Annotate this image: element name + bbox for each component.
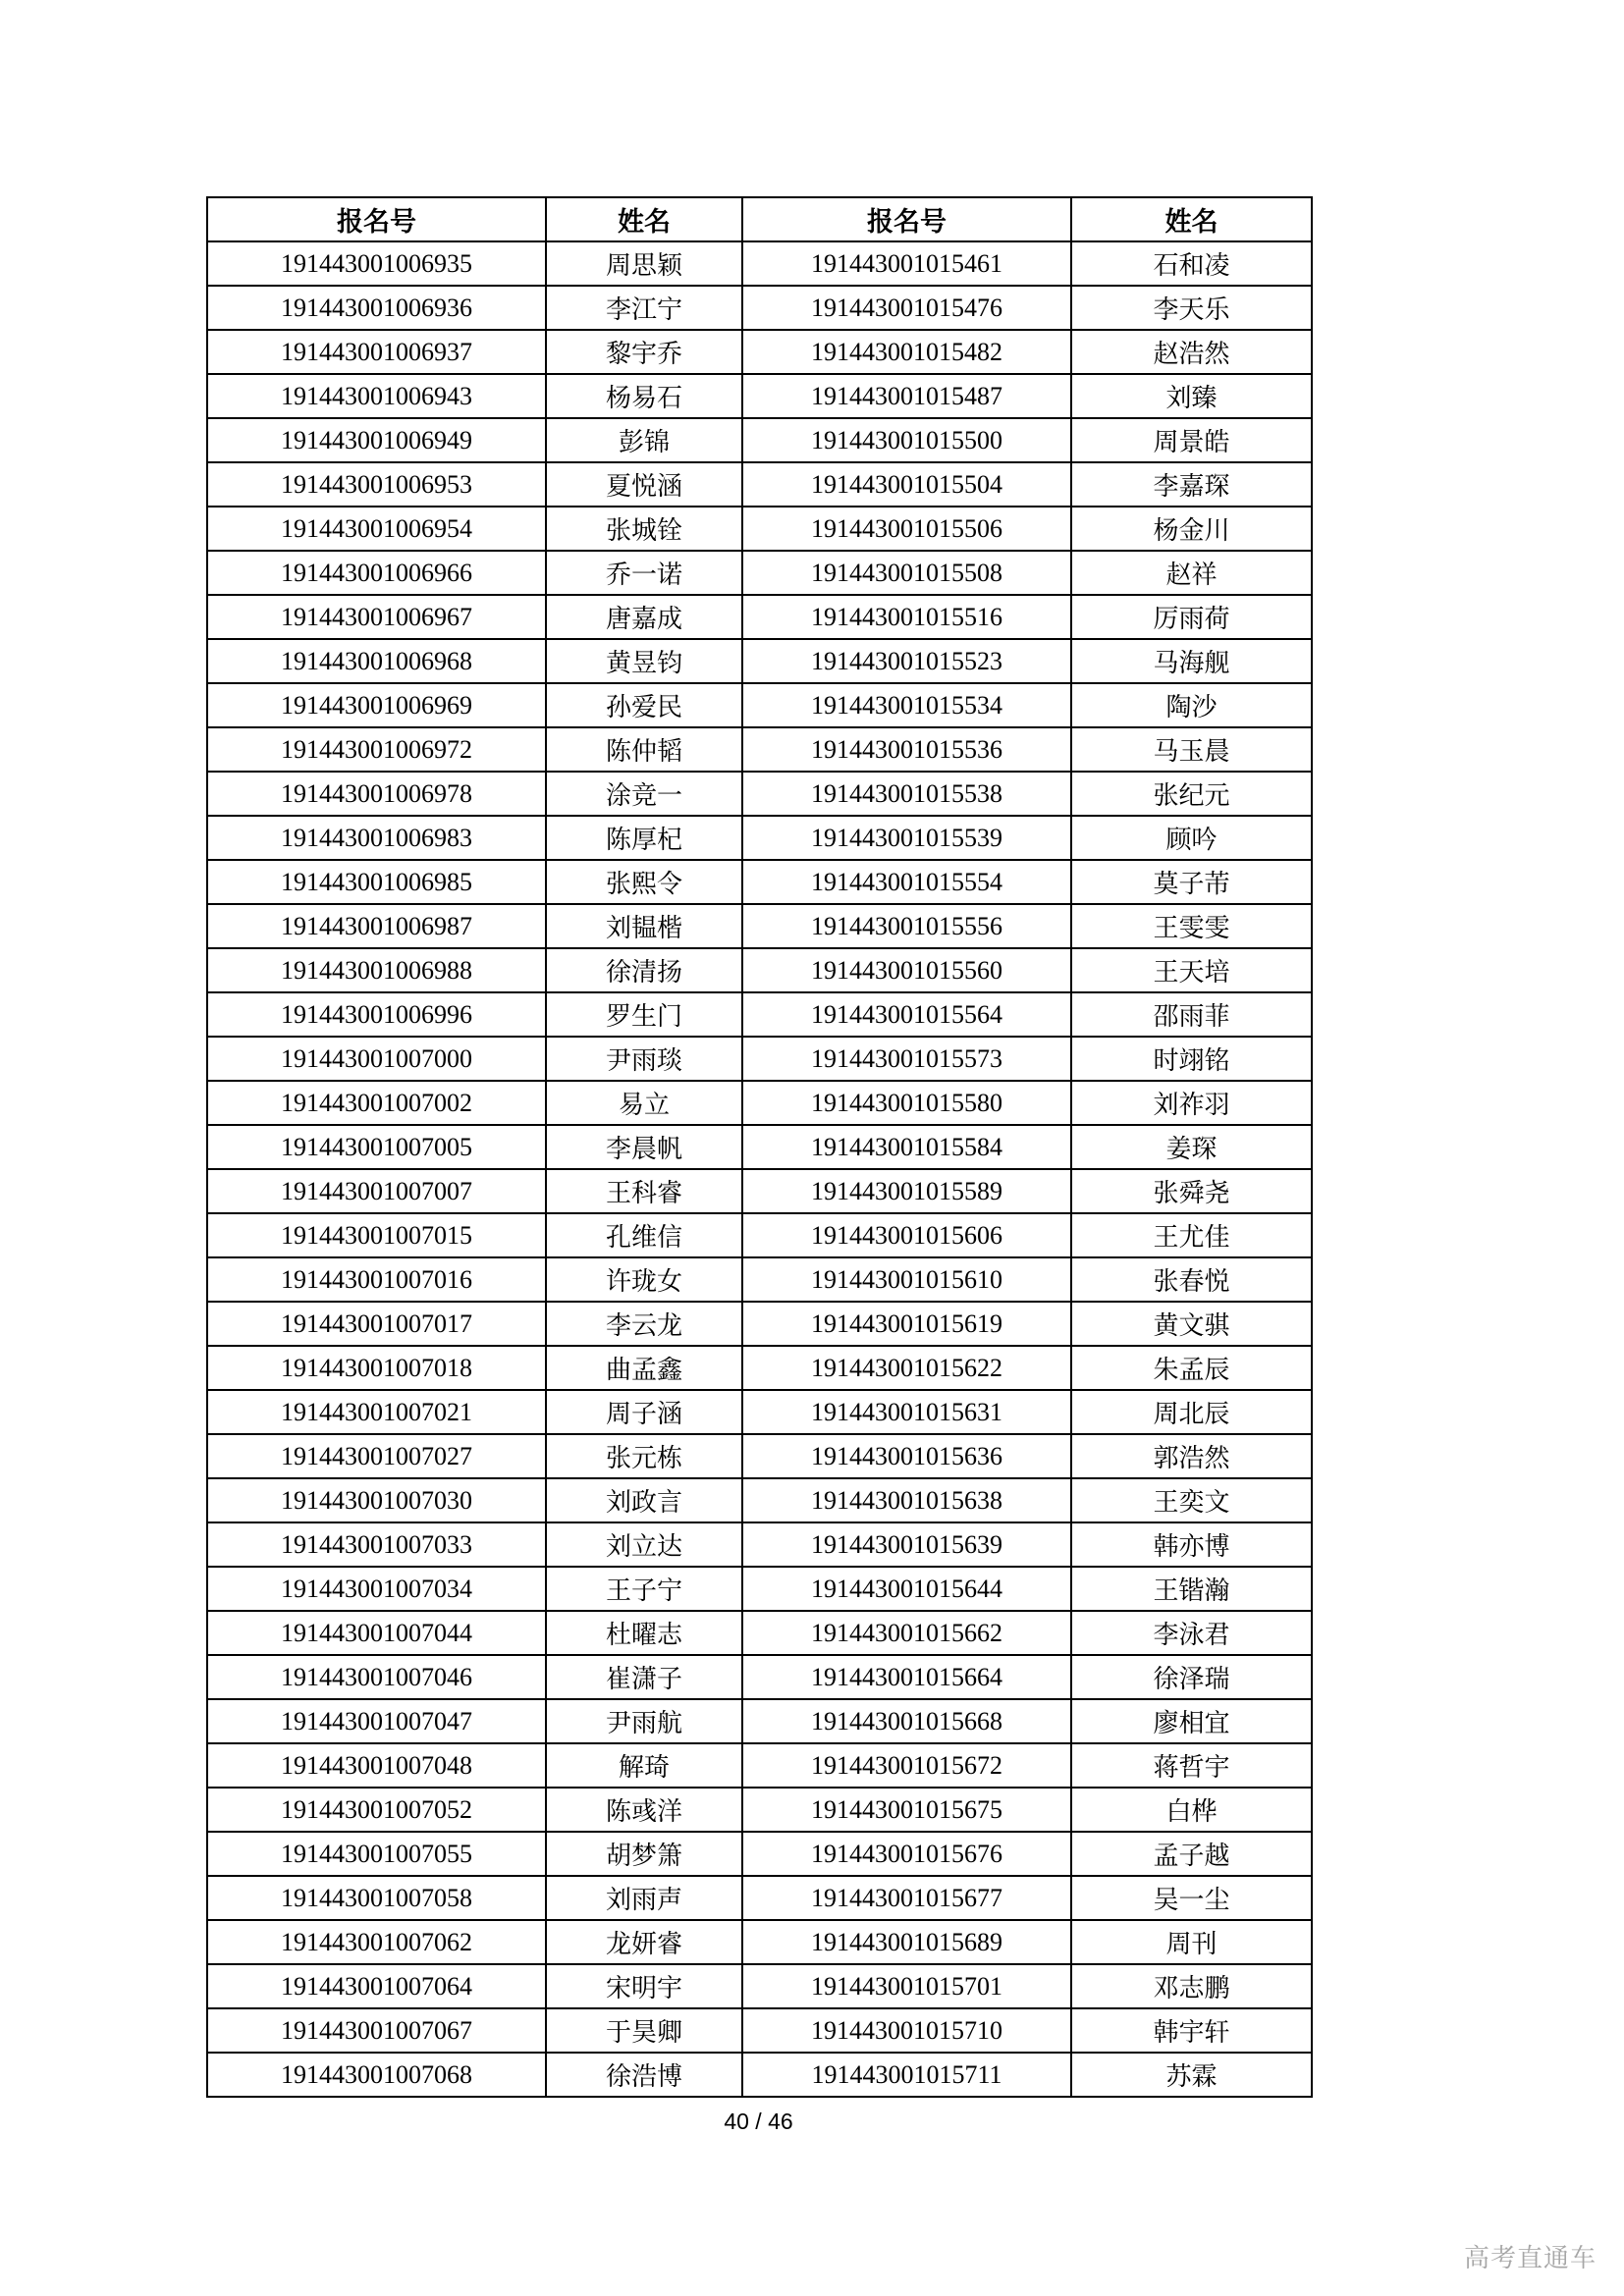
reg-number-cell: 191443001015539 [742, 816, 1071, 860]
reg-number-cell: 191443001007034 [207, 1567, 546, 1611]
name-cell: 张纪元 [1071, 772, 1312, 816]
name-cell: 张元栋 [546, 1434, 742, 1478]
name-cell: 徐清扬 [546, 948, 742, 992]
table-row [207, 1876, 1312, 1920]
reg-number-cell: 191443001006996 [207, 992, 546, 1037]
name-cell: 黄文骐 [1071, 1302, 1312, 1346]
name-cell: 吴一尘 [1071, 1876, 1312, 1920]
reg-number-cell: 191443001007002 [207, 1081, 546, 1125]
name-cell: 乔一诺 [546, 551, 742, 595]
table-row [207, 683, 1312, 727]
name-cell: 刘政言 [546, 1478, 742, 1522]
header-name-left: 姓名 [546, 197, 742, 241]
reg-number-cell: 191443001015672 [742, 1743, 1071, 1788]
reg-number-cell: 191443001006949 [207, 418, 546, 462]
reg-number-cell: 191443001015638 [742, 1478, 1071, 1522]
table-row [207, 1478, 1312, 1522]
reg-number-cell: 191443001007005 [207, 1125, 546, 1169]
name-cell: 李云龙 [546, 1302, 742, 1346]
table-row [207, 992, 1312, 1037]
table-row [207, 1522, 1312, 1567]
table-row [207, 1611, 1312, 1655]
reg-number-cell: 191443001006954 [207, 507, 546, 551]
reg-number-cell: 191443001015710 [742, 2008, 1071, 2053]
name-cell: 崔潇子 [546, 1655, 742, 1699]
name-cell: 尹雨琰 [546, 1037, 742, 1081]
page-number: 40 / 46 [724, 2109, 793, 2134]
table-row [207, 418, 1312, 462]
table-row [207, 1169, 1312, 1213]
name-cell: 王科睿 [546, 1169, 742, 1213]
table-row [207, 507, 1312, 551]
table-row [207, 1037, 1312, 1081]
name-cell: 胡梦箫 [546, 1832, 742, 1876]
reg-number-cell: 191443001007044 [207, 1611, 546, 1655]
name-cell: 时翊铭 [1071, 1037, 1312, 1081]
name-cell: 刘臻 [1071, 374, 1312, 418]
name-cell: 廖相宜 [1071, 1699, 1312, 1743]
name-cell: 白桦 [1071, 1788, 1312, 1832]
table-row [207, 1434, 1312, 1478]
name-cell: 邵雨菲 [1071, 992, 1312, 1037]
reg-number-cell: 191443001007033 [207, 1522, 546, 1567]
name-cell: 解琦 [546, 1743, 742, 1788]
reg-number-cell: 191443001015516 [742, 595, 1071, 639]
name-cell: 于昊卿 [546, 2008, 742, 2053]
table-row [207, 860, 1312, 904]
reg-number-cell: 191443001015619 [742, 1302, 1071, 1346]
name-cell: 邓志鹏 [1071, 1964, 1312, 2008]
header-row [207, 197, 1312, 241]
reg-number-cell: 191443001006943 [207, 374, 546, 418]
reg-number-cell: 191443001007015 [207, 1213, 546, 1257]
reg-number-cell: 191443001007018 [207, 1346, 546, 1390]
name-cell: 彭锦 [546, 418, 742, 462]
table-row [207, 1655, 1312, 1699]
name-cell: 周北辰 [1071, 1390, 1312, 1434]
name-cell: 易立 [546, 1081, 742, 1125]
reg-number-cell: 191443001015631 [742, 1390, 1071, 1434]
reg-number-cell: 191443001006953 [207, 462, 546, 507]
table-row [207, 595, 1312, 639]
name-cell: 周思颖 [546, 241, 742, 286]
reg-number-cell: 191443001015677 [742, 1876, 1071, 1920]
reg-number-cell: 191443001015560 [742, 948, 1071, 992]
name-cell: 朱孟辰 [1071, 1346, 1312, 1390]
name-cell: 韩宇轩 [1071, 2008, 1312, 2053]
name-cell: 韩亦博 [1071, 1522, 1312, 1567]
name-cell: 莫子芾 [1071, 860, 1312, 904]
name-cell: 厉雨荷 [1071, 595, 1312, 639]
name-cell: 罗生门 [546, 992, 742, 1037]
reg-number-cell: 191443001015662 [742, 1611, 1071, 1655]
reg-number-cell: 191443001015606 [742, 1213, 1071, 1257]
name-cell: 李晨帆 [546, 1125, 742, 1169]
reg-number-cell: 191443001015506 [742, 507, 1071, 551]
table-row [207, 330, 1312, 374]
reg-number-cell: 191443001015636 [742, 1434, 1071, 1478]
name-cell: 王天培 [1071, 948, 1312, 992]
header-name-right: 姓名 [1071, 197, 1312, 241]
reg-number-cell: 191443001015554 [742, 860, 1071, 904]
name-cell: 孟子越 [1071, 1832, 1312, 1876]
table-row [207, 772, 1312, 816]
header-reg-number-left: 报名号 [207, 197, 546, 241]
name-cell: 姜琛 [1071, 1125, 1312, 1169]
reg-number-cell: 191443001015584 [742, 1125, 1071, 1169]
name-cell: 徐泽瑞 [1071, 1655, 1312, 1699]
reg-number-cell: 191443001006969 [207, 683, 546, 727]
table-row [207, 1125, 1312, 1169]
reg-number-cell: 191443001007021 [207, 1390, 546, 1434]
name-cell: 夏悦涵 [546, 462, 742, 507]
name-cell: 徐浩博 [546, 2053, 742, 2097]
reg-number-cell: 191443001007027 [207, 1434, 546, 1478]
name-cell: 张城铨 [546, 507, 742, 551]
name-cell: 刘雨声 [546, 1876, 742, 1920]
table-body [207, 241, 1312, 2097]
reg-number-cell: 191443001015689 [742, 1920, 1071, 1964]
reg-number-cell: 191443001006967 [207, 595, 546, 639]
table-row [207, 1964, 1312, 2008]
table-row [207, 1346, 1312, 1390]
reg-number-cell: 191443001007007 [207, 1169, 546, 1213]
watermark-text: 高考直通车 [1463, 2243, 1597, 2272]
reg-number-cell: 191443001007017 [207, 1302, 546, 1346]
reg-number-cell: 191443001007048 [207, 1743, 546, 1788]
reg-number-cell: 191443001007062 [207, 1920, 546, 1964]
table-row [207, 1302, 1312, 1346]
name-cell: 孙爱民 [546, 683, 742, 727]
reg-number-cell: 191443001006988 [207, 948, 546, 992]
reg-number-cell: 191443001015523 [742, 639, 1071, 683]
reg-number-cell: 191443001007052 [207, 1788, 546, 1832]
reg-number-cell: 191443001007055 [207, 1832, 546, 1876]
name-cell: 陈仲韬 [546, 727, 742, 772]
table-row [207, 1920, 1312, 1964]
name-cell: 杨金川 [1071, 507, 1312, 551]
table-row [207, 727, 1312, 772]
table-row [207, 374, 1312, 418]
reg-number-cell: 191443001015534 [742, 683, 1071, 727]
table-row [207, 1743, 1312, 1788]
reg-number-cell: 191443001007067 [207, 2008, 546, 2053]
table-row [207, 1832, 1312, 1876]
table-row [207, 948, 1312, 992]
reg-number-cell: 191443001007030 [207, 1478, 546, 1522]
reg-number-cell: 191443001015580 [742, 1081, 1071, 1125]
name-cell: 王尤佳 [1071, 1213, 1312, 1257]
reg-number-cell: 191443001015461 [742, 241, 1071, 286]
name-cell: 孔维信 [546, 1213, 742, 1257]
reg-number-cell: 191443001015564 [742, 992, 1071, 1037]
reg-number-cell: 191443001015664 [742, 1655, 1071, 1699]
name-cell: 周子涵 [546, 1390, 742, 1434]
reg-number-cell: 191443001015504 [742, 462, 1071, 507]
name-cell: 赵祥 [1071, 551, 1312, 595]
name-cell: 刘立达 [546, 1522, 742, 1567]
name-cell: 顾吟 [1071, 816, 1312, 860]
table-row [207, 1788, 1312, 1832]
name-cell: 许珑女 [546, 1257, 742, 1302]
header-reg-number-right: 报名号 [742, 197, 1071, 241]
reg-number-cell: 191443001007046 [207, 1655, 546, 1699]
table-row [207, 551, 1312, 595]
name-cell: 王锴瀚 [1071, 1567, 1312, 1611]
name-cell: 黎宇乔 [546, 330, 742, 374]
table-row [207, 816, 1312, 860]
reg-number-cell: 191443001015573 [742, 1037, 1071, 1081]
name-cell: 宋明宇 [546, 1964, 742, 2008]
name-cell: 李天乐 [1071, 286, 1312, 330]
name-cell: 刘祚羽 [1071, 1081, 1312, 1125]
reg-number-cell: 191443001015536 [742, 727, 1071, 772]
reg-number-cell: 191443001006987 [207, 904, 546, 948]
reg-number-cell: 191443001015556 [742, 904, 1071, 948]
reg-number-cell: 191443001007000 [207, 1037, 546, 1081]
name-cell: 唐嘉成 [546, 595, 742, 639]
name-cell: 石和凌 [1071, 241, 1312, 286]
reg-number-cell: 191443001015476 [742, 286, 1071, 330]
name-cell: 马海舰 [1071, 639, 1312, 683]
table-row [207, 1567, 1312, 1611]
table-row [207, 639, 1312, 683]
reg-number-cell: 191443001006935 [207, 241, 546, 286]
name-cell: 王雯雯 [1071, 904, 1312, 948]
name-cell: 王奕文 [1071, 1478, 1312, 1522]
table-row [207, 2053, 1312, 2097]
name-cell: 张春悦 [1071, 1257, 1312, 1302]
reg-number-cell: 191443001006983 [207, 816, 546, 860]
reg-number-cell: 191443001006937 [207, 330, 546, 374]
reg-number-cell: 191443001015644 [742, 1567, 1071, 1611]
name-cell: 苏霖 [1071, 2053, 1312, 2097]
name-cell: 刘韫楷 [546, 904, 742, 948]
reg-number-cell: 191443001007058 [207, 1876, 546, 1920]
reg-number-cell: 191443001006966 [207, 551, 546, 595]
name-cell: 曲孟鑫 [546, 1346, 742, 1390]
reg-number-cell: 191443001015589 [742, 1169, 1071, 1213]
reg-number-cell: 191443001015487 [742, 374, 1071, 418]
name-cell: 马玉晨 [1071, 727, 1312, 772]
name-cell: 王子宁 [546, 1567, 742, 1611]
name-cell: 赵浩然 [1071, 330, 1312, 374]
table-row [207, 2008, 1312, 2053]
reg-number-cell: 191443001015639 [742, 1522, 1071, 1567]
name-cell: 李泳君 [1071, 1611, 1312, 1655]
reg-number-cell: 191443001015676 [742, 1832, 1071, 1876]
name-cell: 蒋哲宇 [1071, 1743, 1312, 1788]
reg-number-cell: 191443001006968 [207, 639, 546, 683]
reg-number-cell: 191443001015610 [742, 1257, 1071, 1302]
reg-number-cell: 191443001015482 [742, 330, 1071, 374]
name-cell: 郭浩然 [1071, 1434, 1312, 1478]
reg-number-cell: 191443001015538 [742, 772, 1071, 816]
table-row [207, 286, 1312, 330]
reg-number-cell: 191443001007016 [207, 1257, 546, 1302]
name-cell: 杨易石 [546, 374, 742, 418]
reg-number-cell: 191443001015508 [742, 551, 1071, 595]
reg-number-cell: 191443001006972 [207, 727, 546, 772]
reg-number-cell: 191443001006985 [207, 860, 546, 904]
name-cell: 陈彧洋 [546, 1788, 742, 1832]
table-row [207, 1213, 1312, 1257]
reg-number-cell: 191443001015500 [742, 418, 1071, 462]
reg-number-cell: 191443001007064 [207, 1964, 546, 2008]
reg-number-cell: 191443001006936 [207, 286, 546, 330]
reg-number-cell: 191443001007068 [207, 2053, 546, 2097]
name-cell: 黄昱钧 [546, 639, 742, 683]
name-cell: 杜曜志 [546, 1611, 742, 1655]
table-row [207, 1081, 1312, 1125]
table-row [207, 1257, 1312, 1302]
name-cell: 张熙令 [546, 860, 742, 904]
registration-roster-table [206, 196, 1313, 2098]
table-row [207, 241, 1312, 286]
reg-number-cell: 191443001015675 [742, 1788, 1071, 1832]
name-cell: 龙妍睿 [546, 1920, 742, 1964]
reg-number-cell: 191443001015701 [742, 1964, 1071, 2008]
table-header [207, 197, 1312, 241]
name-cell: 李嘉琛 [1071, 462, 1312, 507]
name-cell: 周景皓 [1071, 418, 1312, 462]
table-row [207, 904, 1312, 948]
name-cell: 陶沙 [1071, 683, 1312, 727]
reg-number-cell: 191443001015622 [742, 1346, 1071, 1390]
reg-number-cell: 191443001007047 [207, 1699, 546, 1743]
name-cell: 陈厚杞 [546, 816, 742, 860]
name-cell: 张舜尧 [1071, 1169, 1312, 1213]
name-cell: 尹雨航 [546, 1699, 742, 1743]
table-row [207, 1390, 1312, 1434]
name-cell: 涂竞一 [546, 772, 742, 816]
name-cell: 周刊 [1071, 1920, 1312, 1964]
table-row [207, 462, 1312, 507]
table-row [207, 1699, 1312, 1743]
reg-number-cell: 191443001015711 [742, 2053, 1071, 2097]
reg-number-cell: 191443001006978 [207, 772, 546, 816]
reg-number-cell: 191443001015668 [742, 1699, 1071, 1743]
name-cell: 李江宁 [546, 286, 742, 330]
